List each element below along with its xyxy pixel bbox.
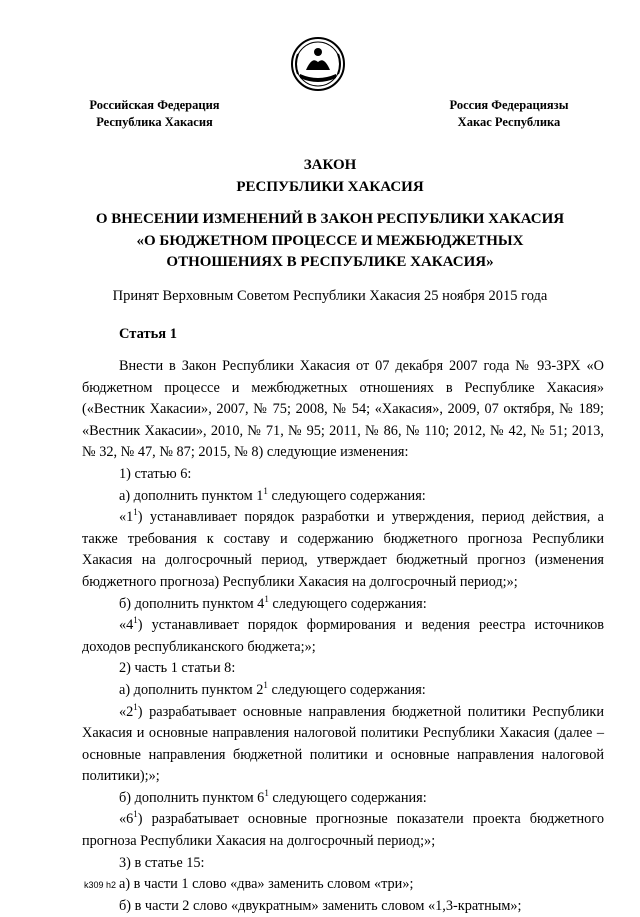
law-name-line-1: О ВНЕСЕНИИ ИЗМЕНЕНИЙ В ЗАКОН РЕСПУБЛИКИ ХАКАСИЯ	[95, 211, 565, 227]
header-right-line-1: Россия Федерациязы	[449, 98, 569, 112]
item-3a: а) в части 1 слово «два» заменить словом «три»;	[119, 876, 414, 893]
law-kind-line-1: ЗАКОН	[303, 157, 357, 173]
item-1a: а) дополнить пунктом $1^1$ следующего содержания:	[119, 485, 426, 504]
footer-code: k309 h2	[84, 880, 117, 890]
header-left	[82, 97, 227, 131]
document-body	[82, 356, 604, 917]
header-left-line-2: Республика Хакасия	[96, 115, 213, 129]
item-2: 2) часть 1 статьи 8:	[119, 660, 236, 677]
item-1: 1) статью 6:	[119, 465, 192, 482]
law-name-line-2: «О БЮДЖЕТНОМ ПРОЦЕССЕ И МЕЖБЮДЖЕТНЫХ	[136, 232, 524, 249]
law-kind-line-2: РЕСПУБЛИКИ ХАКАСИЯ	[236, 179, 424, 195]
coat-of-arms-emblem	[288, 34, 348, 94]
intro-paragraph: Внести в Закон Республики Хакасия от 07 декабря 2007 года № 93-ЗРХ «О бюджетном процессе и межбюджетных отношениях в Республике Хакасия» («Вестник Хакасии», 2007, № 75; 2008, № 54; «Хакасия», 2009, 07 октября, № 189; «Вестник Хакасии», 2010, № 71, № 95; 2011, № 86, № 110; 2012, № 42, № 51; 2013, № 32, № 47, № 87; 2015, № 8) следующие изменения:	[82, 358, 604, 461]
item-3b: б) в части 2 слово «двукратным» заменить словом «1,3-кратным»;	[119, 897, 522, 914]
item-2b: б) дополнить пунктом $6^1$ следующего содержания:	[119, 788, 427, 806]
adoption-note: Принят Верховным Советом Республики Хакасия 25 ноября 2015 года	[112, 288, 548, 304]
item-2a: а) дополнить пунктом $2^1$ следующего содержания:	[119, 680, 426, 698]
header-right-line-2: Хакас Республика	[457, 115, 561, 129]
item-2b-text: «$6^1$) разрабатывает основные прогнозные показатели проекта бюджетного прогноза Республики Хакасия на долгосрочный период;»;	[82, 809, 604, 850]
law-name-title	[60, 209, 600, 274]
item-1a-text: «$1^1$) устанавливает порядок разработки и утверждения, период действия, а также требования к составу и содержанию бюджетного прогноза Республики Хакасия на долгосрочный период, утверждает бюджетный прогноз (изменения бюджетного прогноза) Республики Хакасия на долгосрочный период;»;	[82, 507, 604, 590]
law-kind-title	[60, 154, 600, 198]
item-3: 3) в статье 15:	[119, 854, 205, 871]
item-2a-text: «$2^1$) разрабатывает основные направления бюджетной политики Республики Хакасия и основные направления налоговой политики Республики Хакасия (далее – основные направления бюджетной политики и основные направления налоговой политики);»;	[82, 701, 604, 785]
article-heading: Статья 1	[119, 326, 177, 342]
header-right	[434, 97, 584, 131]
item-1b-text: «$4^1$) устанавливает порядок формирования и ведения реестра источников доходов республиканского бюджета;»;	[82, 615, 604, 655]
law-name-line-3: ОТНОШЕНИЯХ В РЕСПУБЛИКЕ ХАКАСИЯ»	[166, 254, 494, 270]
header-left-line-1: Российская Федерация	[89, 98, 220, 112]
item-1b: б) дополнить пунктом $4^1$ следующего содержания:	[119, 593, 427, 612]
